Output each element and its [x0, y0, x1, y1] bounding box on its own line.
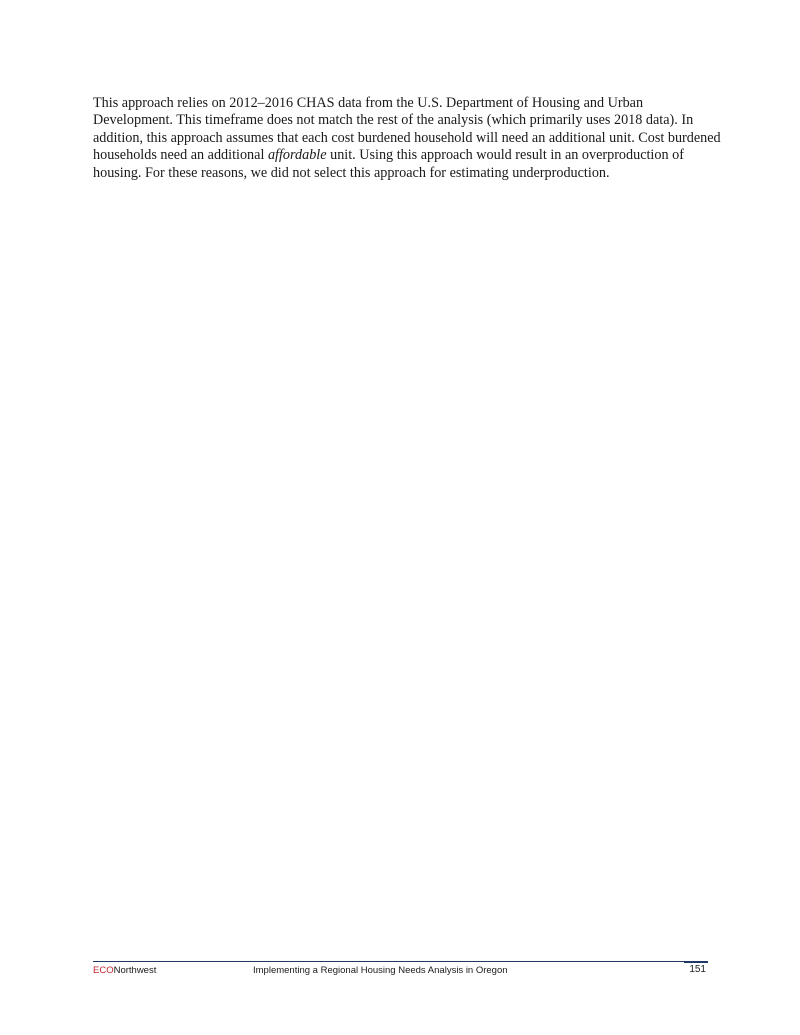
paragraph-emphasis: affordable	[267, 147, 327, 164]
footer-rule	[93, 961, 708, 962]
paragraph-text-part1: This approach relies on 2012–2016 CHAS data from the U.S. Department of Housing and Urban Development. This timeframe does not match the rest of the analysis (which primarily uses 2018 data). In addition, this approach assumes that each cost burdened household will need an additional unit. Cost burdened households need an additional	[93, 95, 721, 164]
paragraph-text-part2: unit. Using this approach would result in an overproduction of housing. For these reasons, we did not select this approach for estimating underproduction.	[93, 147, 684, 181]
footer-rule-accent	[684, 961, 708, 963]
body-paragraph	[93, 95, 723, 182]
footer-page-number: 151	[689, 964, 706, 975]
footer-document-title: Implementing a Regional Housing Needs Analysis in Oregon	[253, 965, 508, 976]
footer-brand-suffix: Northwest	[113, 965, 157, 976]
footer-brand	[93, 965, 156, 976]
footer-brand-prefix: ECO	[93, 965, 114, 976]
page-footer	[93, 961, 708, 981]
